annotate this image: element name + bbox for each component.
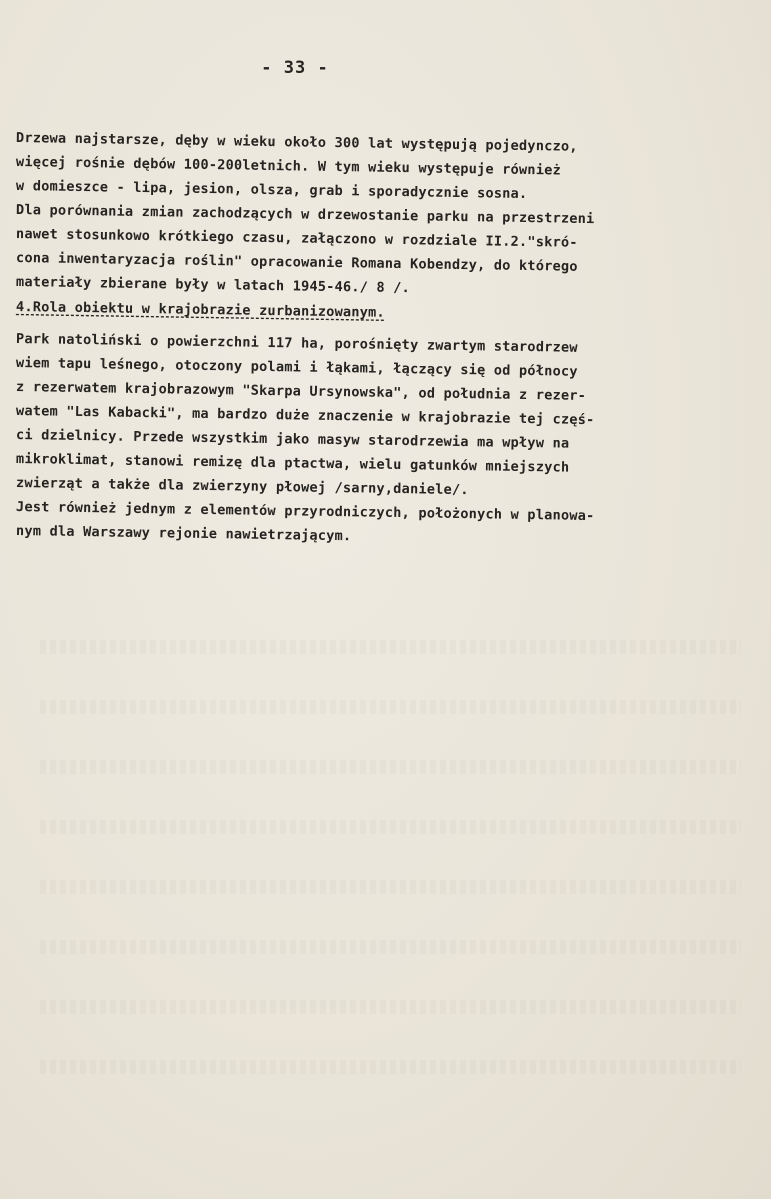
- text-line: z rezerwatem krajobrazowym "Skarpa Ursynowska", od południa z rezer-: [15, 379, 587, 404]
- text-line: nawet stosunkowo krótkiego czasu, załączono w rozdziale II.2."skró-: [15, 226, 578, 251]
- bleed-through-mark: [40, 1060, 741, 1074]
- text-line: wiem tapu leśnego, otoczony polami i łąkami, łączący się od północy: [15, 355, 578, 380]
- bleed-through-mark: [40, 820, 741, 834]
- bleed-through-mark: [40, 940, 741, 954]
- page-number: - 33 -: [261, 58, 329, 78]
- text-line: Park natoliński o powierzchni 117 ha, porośnięty zwartym starodrzew: [15, 331, 578, 356]
- bleed-through-mark: [40, 760, 741, 774]
- section-heading: 4.Rola obiektu w krajobrazie zurbanizowanym.: [15, 299, 385, 321]
- text-line: Dla porównania zmian zachodzących w drzewostanie parku na przestrzeni: [15, 202, 595, 228]
- text-line: Jest również jednym z elementów przyrodniczych, położonych w planowa-: [15, 499, 595, 525]
- text-line: więcej rośnie dębów 100-200letnich. W tym wieku występuje również: [15, 154, 562, 179]
- bleed-through-mark: [40, 640, 741, 654]
- text-line: nym dla Warszawy rejonie nawietrzającym.: [15, 523, 352, 545]
- text-line: mikroklimat, stanowi remizę dla ptactwa, wielu gatunków mniejszych: [15, 451, 570, 476]
- text-line: w domieszce - lipa, jesion, olsza, grab i sporadycznie sosna.: [15, 178, 528, 203]
- text-line: cona inwentaryzacja roślin" opracowanie Romana Kobendzy, do którego: [15, 250, 578, 275]
- bleed-through-mark: [40, 880, 741, 894]
- text-line: watem "Las Kabacki", ma bardzo duże znaczenie w krajobrazie tej częś-: [15, 403, 595, 429]
- text-line: materiały zbierane były w latach 1945-46./ 8 /.: [15, 274, 411, 297]
- bleed-through-mark: [40, 700, 741, 714]
- text-line: zwierząt a także dla zwierzyny płowej /sarny,daniele/.: [15, 475, 469, 499]
- bleed-through-mark: [40, 1000, 741, 1014]
- text-line: ci dzielnicy. Przede wszystkim jako masyw starodrzewia ma wpływ na: [15, 427, 570, 452]
- text-line: Drzewa najstarsze, dęby w wieku około 300 lat występują pojedynczo,: [15, 130, 578, 155]
